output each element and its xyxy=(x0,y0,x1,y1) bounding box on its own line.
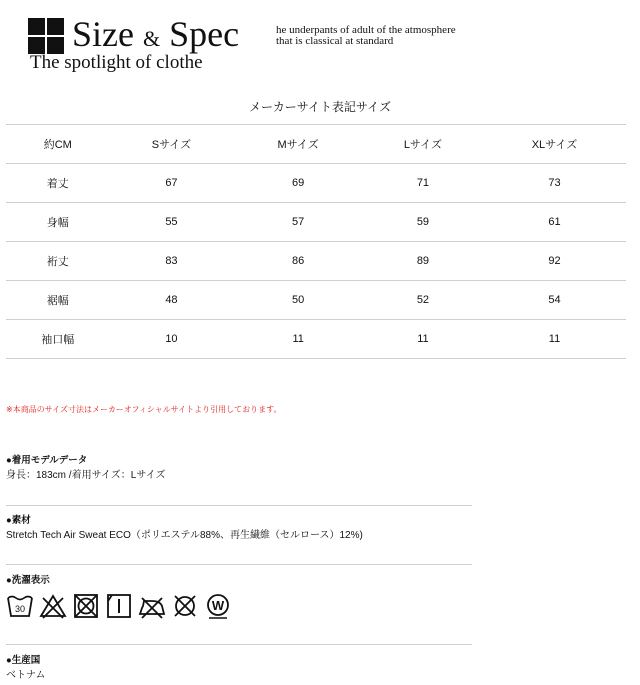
table-cell: 89 xyxy=(363,242,483,281)
model-label: ●着用モデルデータ xyxy=(6,455,88,466)
table-row xyxy=(6,242,626,281)
column-header: Mサイズ xyxy=(233,125,363,164)
model-value: 身長：183cm /着用サイズ：Lサイズ xyxy=(6,470,166,481)
table-cell: 71 xyxy=(363,164,483,203)
table-cell: 55 xyxy=(110,203,234,242)
origin-label: ●生産国 xyxy=(6,655,41,666)
row-label: 身幅 xyxy=(6,203,110,242)
table-row xyxy=(6,320,626,359)
table-cell: 69 xyxy=(233,164,363,203)
material-section xyxy=(6,514,472,543)
table-cell: 10 xyxy=(110,320,234,359)
row-label: 袖口幅 xyxy=(6,320,110,359)
table-cell: 11 xyxy=(483,320,626,359)
care-label: ●洗濯表示 xyxy=(6,575,50,586)
column-header: 約CM xyxy=(6,125,110,164)
logo-subtitle xyxy=(276,25,456,47)
size-source-note: ※本商品のサイズ寸法はメーカーオフィシャルサイトより引用しております。 xyxy=(6,405,282,414)
logo-title-size: Size xyxy=(72,14,134,54)
wash-temp-text: 30 xyxy=(14,604,26,614)
table-cell: 11 xyxy=(363,320,483,359)
table-row xyxy=(6,281,626,320)
table-cell: 92 xyxy=(483,242,626,281)
table-cell: 67 xyxy=(110,164,234,203)
logo-title-spec: Spec xyxy=(169,14,240,54)
table-cell: 11 xyxy=(233,320,363,359)
size-table-header-row xyxy=(6,125,626,164)
table-cell: 61 xyxy=(483,203,626,242)
column-header: XLサイズ xyxy=(483,125,626,164)
model-section xyxy=(6,454,472,483)
divider xyxy=(6,644,472,645)
table-cell: 59 xyxy=(363,203,483,242)
logo-subtitle-line2: that is classical at standard xyxy=(276,35,394,47)
table-row xyxy=(6,164,626,203)
table-row xyxy=(6,203,626,242)
material-label: ●素材 xyxy=(6,515,31,526)
size-table-title: メーカーサイト表記サイズ xyxy=(249,100,391,114)
care-section xyxy=(6,574,472,620)
no-dry-clean-icon xyxy=(171,592,199,620)
logo-amp: & xyxy=(142,26,161,51)
table-cell: 83 xyxy=(110,242,234,281)
row-label: 着丈 xyxy=(6,164,110,203)
origin-section xyxy=(6,654,472,683)
table-cell: 48 xyxy=(110,281,234,320)
divider xyxy=(6,505,472,506)
care-icons xyxy=(6,592,472,620)
drip-dry-icon xyxy=(105,592,133,620)
logo-tagline: The spotlight of clothe xyxy=(30,52,203,73)
column-header: Sサイズ xyxy=(110,125,234,164)
no-iron-icon xyxy=(138,592,166,620)
table-cell: 57 xyxy=(233,203,363,242)
header xyxy=(28,14,628,74)
table-cell: 54 xyxy=(483,281,626,320)
table-cell: 52 xyxy=(363,281,483,320)
row-label: 裄丈 xyxy=(6,242,110,281)
divider xyxy=(6,564,472,565)
wash-30-icon xyxy=(6,592,34,620)
table-cell: 50 xyxy=(233,281,363,320)
row-label: 裾幅 xyxy=(6,281,110,320)
table-cell: 86 xyxy=(233,242,363,281)
material-value: Stretch Tech Air Sweat ECO（ポリエステル88%、再生繊維（セルロース）12%) xyxy=(6,530,363,541)
logo-squares-icon xyxy=(28,18,64,54)
wet-clean-icon xyxy=(204,592,232,620)
no-bleach-icon xyxy=(39,592,67,620)
table-cell: 73 xyxy=(483,164,626,203)
no-tumble-dry-icon xyxy=(72,592,100,620)
logo-subtitle-line1: he underpants of adult of the atmosphere xyxy=(276,24,456,36)
wet-clean-letter: W xyxy=(211,598,225,613)
column-header: Lサイズ xyxy=(363,125,483,164)
size-table xyxy=(6,124,626,359)
origin-value: ベトナム xyxy=(6,670,46,681)
